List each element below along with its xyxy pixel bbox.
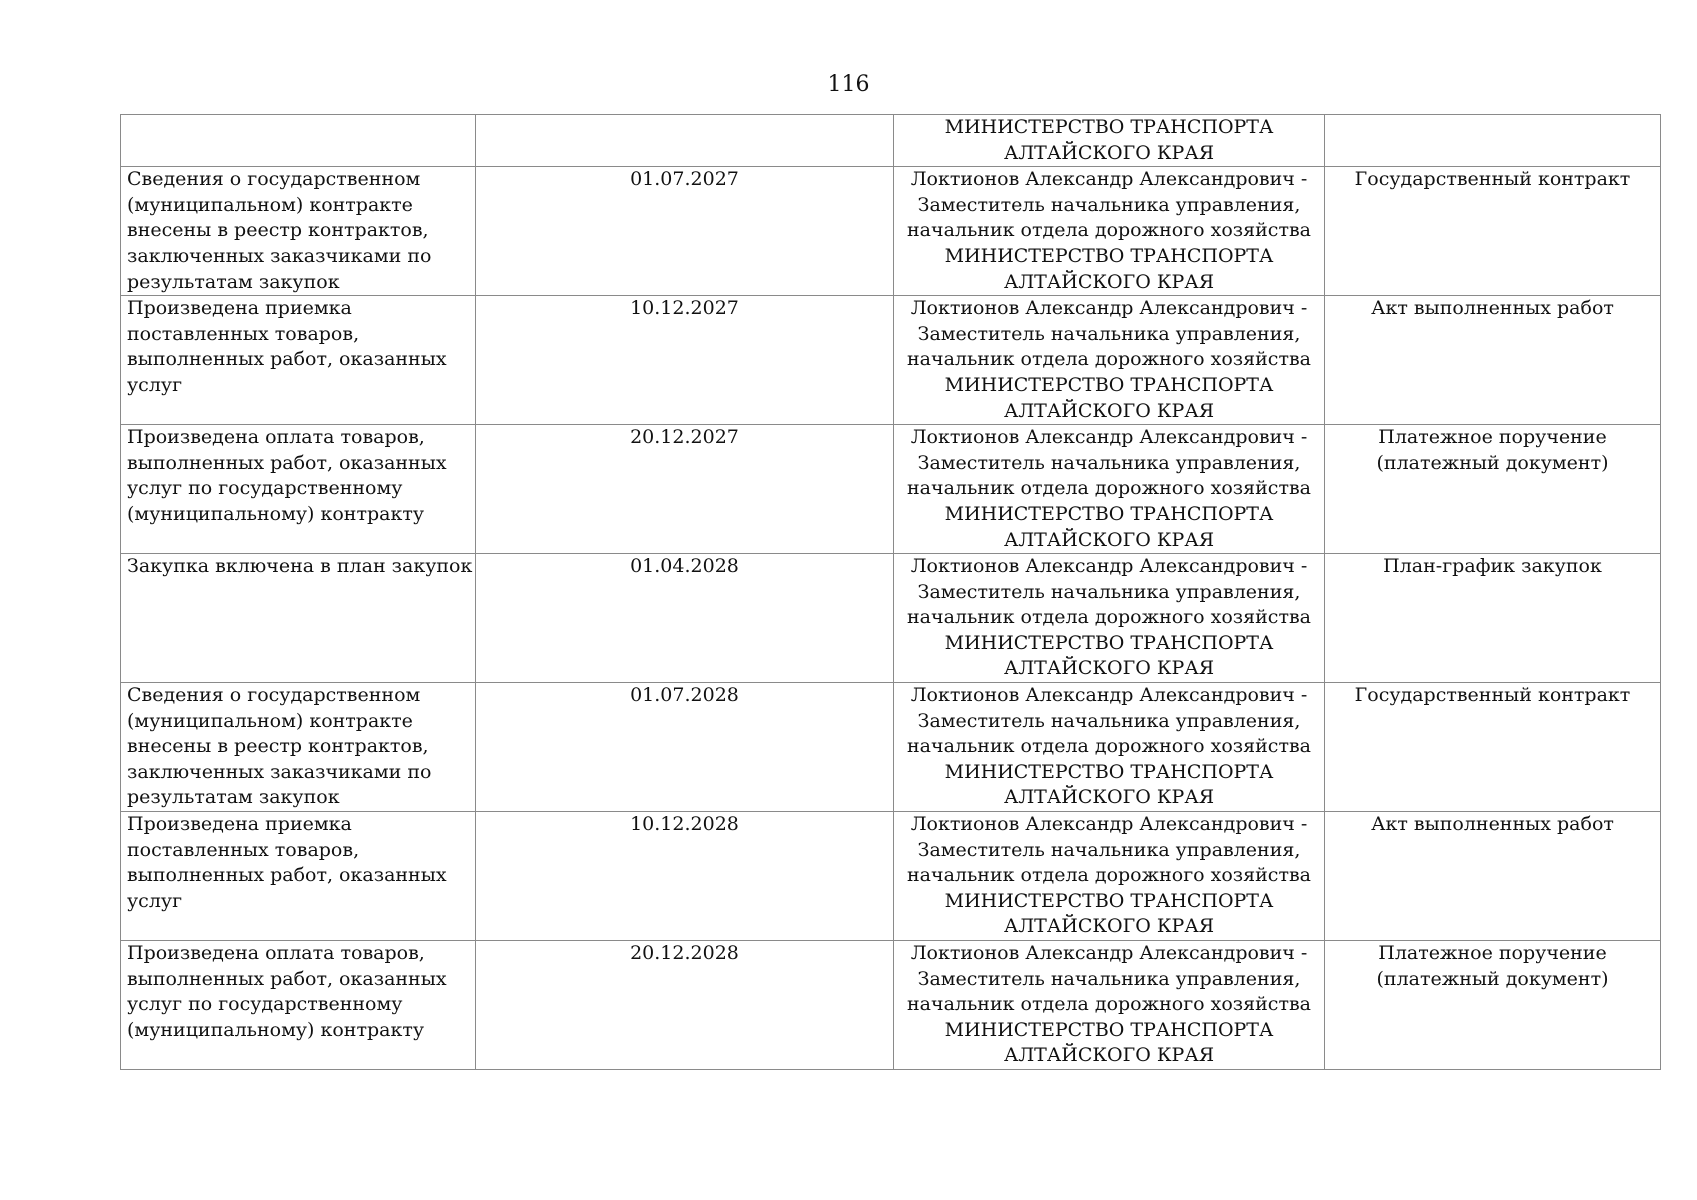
- responsible-line: МИНИСТЕРСТВО ТРАНСПОРТА: [944, 502, 1274, 525]
- table-row: [121, 115, 1661, 167]
- responsible-line: Заместитель начальника управления,: [917, 838, 1301, 861]
- document-cell: [1325, 296, 1661, 425]
- document-line: Акт выполненных работ: [1371, 813, 1614, 836]
- responsible-line: Заместитель начальника управления,: [917, 322, 1301, 345]
- event-line: (муниципальному) контракту: [127, 1018, 425, 1041]
- responsible-line: МИНИСТЕРСТВО ТРАНСПОРТА: [944, 1018, 1274, 1041]
- responsible-line: начальник отдела дорожного хозяйства: [907, 735, 1311, 758]
- document-line: План-график закупок: [1383, 555, 1602, 578]
- responsible-line: Локтионов Александр Александрович -: [910, 555, 1308, 578]
- table-row: [121, 167, 1661, 296]
- event-line: (муниципальном) контракте: [127, 709, 413, 732]
- responsible-line: АЛТАЙСКОГО КРАЯ: [1003, 1044, 1215, 1067]
- responsible-line: Заместитель начальника управления,: [917, 709, 1301, 732]
- date-cell: [476, 683, 894, 812]
- document-cell: [1325, 425, 1661, 554]
- event-cell: [121, 683, 476, 812]
- table-row: [121, 941, 1661, 1070]
- document-cell: [1325, 683, 1661, 812]
- event-line: внесены в реестр контрактов,: [127, 219, 429, 242]
- responsible-line: Локтионов Александр Александрович -: [910, 168, 1308, 191]
- event-line: Сведения о государственном: [127, 168, 421, 191]
- responsible-line: начальник отдела дорожного хозяйства: [907, 864, 1311, 887]
- document-line: Государственный контракт: [1354, 168, 1631, 191]
- document-cell: [1325, 941, 1661, 1070]
- event-line: Закупка включена в план закупок: [127, 555, 473, 578]
- date-cell: [476, 554, 894, 683]
- date-cell: [476, 167, 894, 296]
- event-cell: [121, 812, 476, 941]
- responsible-line: АЛТАЙСКОГО КРАЯ: [1003, 270, 1215, 293]
- event-line: Произведена приемка: [127, 813, 352, 836]
- responsible-line: МИНИСТЕРСТВО ТРАНСПОРТА: [944, 116, 1274, 138]
- document-line: (платежный документ): [1376, 451, 1609, 474]
- responsible-cell: [894, 554, 1325, 683]
- responsible-line: МИНИСТЕРСТВО ТРАНСПОРТА: [944, 373, 1274, 396]
- date-text: 10.12.2027: [630, 297, 739, 320]
- responsible-line: Локтионов Александр Александрович -: [910, 813, 1308, 836]
- event-cell: [121, 941, 476, 1070]
- document-line: Платежное поручение: [1378, 942, 1607, 964]
- document-line: Акт выполненных работ: [1371, 297, 1614, 320]
- event-cell: [121, 296, 476, 425]
- date-cell: [476, 941, 894, 1070]
- date-text: 01.07.2028: [630, 684, 739, 707]
- responsible-line: Заместитель начальника управления,: [917, 193, 1301, 216]
- event-line: выполненных работ, оказанных: [127, 348, 447, 371]
- responsible-line: АЛТАЙСКОГО КРАЯ: [1003, 786, 1215, 809]
- date-cell: [476, 425, 894, 554]
- event-line: результатам закупок: [127, 270, 340, 293]
- responsible-line: АЛТАЙСКОГО КРАЯ: [1003, 141, 1215, 164]
- event-line: Произведена оплата товаров,: [127, 942, 425, 964]
- responsible-line: АЛТАЙСКОГО КРАЯ: [1003, 657, 1215, 680]
- event-line: выполненных работ, оказанных: [127, 864, 447, 887]
- date-text: 01.07.2027: [630, 168, 739, 191]
- responsible-line: АЛТАЙСКОГО КРАЯ: [1003, 399, 1215, 422]
- date-cell: [476, 812, 894, 941]
- event-cell: [121, 167, 476, 296]
- event-cell: [121, 425, 476, 554]
- event-line: Сведения о государственном: [127, 684, 421, 707]
- date-text: 20.12.2027: [630, 426, 739, 449]
- event-line: Произведена оплата товаров,: [127, 426, 425, 449]
- document-line: (платежный документ): [1376, 967, 1609, 990]
- responsible-line: Заместитель начальника управления,: [917, 451, 1301, 474]
- table-row: [121, 683, 1661, 812]
- responsible-line: начальник отдела дорожного хозяйства: [907, 477, 1311, 500]
- responsible-line: Локтионов Александр Александрович -: [910, 426, 1308, 449]
- responsible-cell: [894, 425, 1325, 554]
- date-text: 20.12.2028: [630, 942, 739, 964]
- responsible-line: начальник отдела дорожного хозяйства: [907, 348, 1311, 371]
- responsible-cell: [894, 941, 1325, 1070]
- event-line: (муниципальному) контракту: [127, 502, 425, 525]
- event-line: (муниципальном) контракте: [127, 193, 413, 216]
- responsible-line: МИНИСТЕРСТВО ТРАНСПОРТА: [944, 889, 1274, 912]
- responsible-line: АЛТАЙСКОГО КРАЯ: [1003, 915, 1215, 938]
- event-cell: [121, 115, 476, 167]
- event-line: услуг по государственному: [127, 477, 403, 500]
- document-line: Государственный контракт: [1354, 684, 1631, 707]
- date-text: 10.12.2028: [630, 813, 739, 836]
- event-line: услуг: [127, 373, 183, 396]
- event-cell: [121, 554, 476, 683]
- responsible-cell: [894, 115, 1325, 167]
- event-line: поставленных товаров,: [127, 838, 360, 861]
- responsible-cell: [894, 167, 1325, 296]
- document-cell: [1325, 812, 1661, 941]
- document-cell: [1325, 554, 1661, 683]
- table-row: [121, 425, 1661, 554]
- date-cell: [476, 296, 894, 425]
- event-line: результатам закупок: [127, 786, 340, 809]
- event-line: поставленных товаров,: [127, 322, 360, 345]
- responsible-cell: [894, 812, 1325, 941]
- document-line: Платежное поручение: [1378, 426, 1607, 449]
- responsible-cell: [894, 296, 1325, 425]
- responsible-line: МИНИСТЕРСТВО ТРАНСПОРТА: [944, 631, 1274, 654]
- responsible-line: МИНИСТЕРСТВО ТРАНСПОРТА: [944, 244, 1274, 267]
- event-line: выполненных работ, оказанных: [127, 451, 447, 474]
- responsible-line: Заместитель начальника управления,: [917, 580, 1301, 603]
- responsible-line: Локтионов Александр Александрович -: [910, 297, 1308, 320]
- page-number: 116: [827, 72, 870, 97]
- event-line: заключенных заказчиками по: [127, 244, 432, 267]
- responsible-line: начальник отдела дорожного хозяйства: [907, 993, 1311, 1016]
- event-line: заключенных заказчиками по: [127, 760, 432, 783]
- control-points-table: [120, 114, 1661, 1070]
- responsible-line: АЛТАЙСКОГО КРАЯ: [1003, 528, 1215, 551]
- table-row: [121, 296, 1661, 425]
- responsible-line: начальник отдела дорожного хозяйства: [907, 606, 1311, 629]
- event-line: выполненных работ, оказанных: [127, 967, 447, 990]
- event-line: услуг по государственному: [127, 993, 403, 1016]
- responsible-line: Локтионов Александр Александрович -: [910, 684, 1308, 707]
- event-line: Произведена приемка: [127, 297, 352, 320]
- responsible-line: начальник отдела дорожного хозяйства: [907, 219, 1311, 242]
- responsible-line: Локтионов Александр Александрович -: [910, 942, 1308, 964]
- event-line: услуг: [127, 889, 183, 912]
- responsible-line: Заместитель начальника управления,: [917, 967, 1301, 990]
- table-row: [121, 554, 1661, 683]
- date-cell: [476, 115, 894, 167]
- document-cell: [1325, 167, 1661, 296]
- date-text: 01.04.2028: [630, 555, 739, 578]
- event-line: внесены в реестр контрактов,: [127, 735, 429, 758]
- table-row: [121, 812, 1661, 941]
- document-cell: [1325, 115, 1661, 167]
- responsible-cell: [894, 683, 1325, 812]
- responsible-line: МИНИСТЕРСТВО ТРАНСПОРТА: [944, 760, 1274, 783]
